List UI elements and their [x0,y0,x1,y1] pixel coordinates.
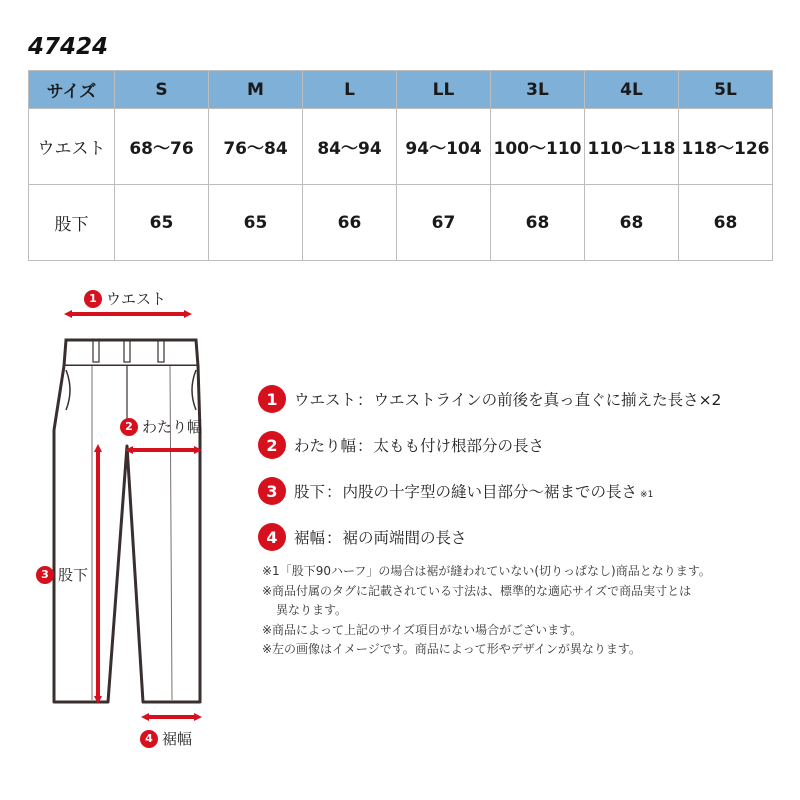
number-badge-3: 3 [258,477,286,505]
diagram-label-text: 股下 [58,566,89,584]
footnote-marker: ※1 [640,490,654,500]
legend-item-thigh [258,422,788,468]
size-table [28,70,773,261]
table-cell: 94〜104 [397,109,491,185]
pants-diagram [0,270,240,790]
legend-description: ウエストラインの前後を真っ直ぐに揃えた長さ×2 [373,391,722,409]
table-cell: 84〜94 [303,109,397,185]
legend-item-hem [258,514,788,560]
table-row-waist [29,109,773,185]
diagram-label-text: わたり幅 [142,418,203,436]
table-cell: 68〜76 [115,109,209,185]
footnote: ※1「股下90ハーフ」の場合は裾が縫われていない(切りっぱなし)商品となります。 [262,564,711,578]
legend-colon: ： [357,437,373,455]
footnote: ※商品付属のタグに記載されている寸法は、標準的な適応サイズで商品実寸とは [262,583,692,598]
legend-colon: ： [326,483,342,501]
diagram-label-waist [84,288,166,309]
header-size-3l: 3L [491,71,585,109]
diagram-label-text: 裾幅 [162,730,193,748]
header-size-5l: 5L [679,71,773,109]
header-size-ll: LL [397,71,491,109]
footnote: ※商品によって上記のサイズ項目がない場合がございます。 [262,622,583,637]
header-size-4l: 4L [585,71,679,109]
row-label-inseam: 股下 [29,185,115,261]
number-badge-1: 1 [84,290,102,308]
number-badge-2: 2 [120,418,138,436]
footnotes [262,562,782,660]
legend-term: ウエスト [294,391,357,409]
legend-colon: ： [357,391,373,409]
table-cell: 67 [397,185,491,261]
product-code: 47424 [28,34,109,60]
table-cell: 118〜126 [679,109,773,185]
table-cell: 65 [209,185,303,261]
table-cell: 68 [585,185,679,261]
footnote: ※左の画像はイメージです。商品によって形やデザインが異なります。 [262,642,641,656]
header-size-m: M [209,71,303,109]
legend-item-inseam [258,468,788,514]
legend-term: 股下 [294,483,326,501]
waistband-shape [64,340,198,366]
legend-description: 太もも付け根部分の長さ [373,437,545,455]
diagram-label-inseam [36,564,88,585]
diagram-label-hem [140,728,192,749]
legend-term: 裾幅 [294,529,326,547]
table-cell: 65 [115,185,209,261]
number-badge-4: 4 [140,730,158,748]
legend-text [294,434,544,456]
legend-text [294,526,467,548]
table-header-row [29,71,773,109]
legend-description: 内股の十字型の縫い目部分〜裾までの長さ [342,483,638,501]
table-cell: 110〜118 [585,109,679,185]
number-badge-4: 4 [258,523,286,551]
table-cell: 76〜84 [209,109,303,185]
number-badge-3: 3 [36,566,54,584]
header-size-label: サイズ [29,71,115,109]
legend-item-waist [258,376,788,422]
footnote-continuation: 異なります。 [276,603,348,617]
legend-term: わたり幅 [294,437,357,455]
header-size-s: S [115,71,209,109]
number-badge-2: 2 [258,431,286,459]
legend-text [294,480,653,502]
table-cell: 66 [303,185,397,261]
table-cell: 68 [491,185,585,261]
measurement-legend [258,376,788,560]
legend-text [294,388,721,410]
table-cell: 68 [679,185,773,261]
table-cell: 100〜110 [491,109,585,185]
number-badge-1: 1 [258,385,286,413]
legend-description: 裾の両端間の長さ [342,529,467,547]
row-label-waist: ウエスト [29,109,115,185]
legend-colon: ： [326,529,342,547]
diagram-label-text: ウエスト [106,290,167,308]
pants-outline-illustration [0,270,240,790]
diagram-label-thigh [120,416,202,437]
header-size-l: L [303,71,397,109]
table-row-inseam [29,185,773,261]
